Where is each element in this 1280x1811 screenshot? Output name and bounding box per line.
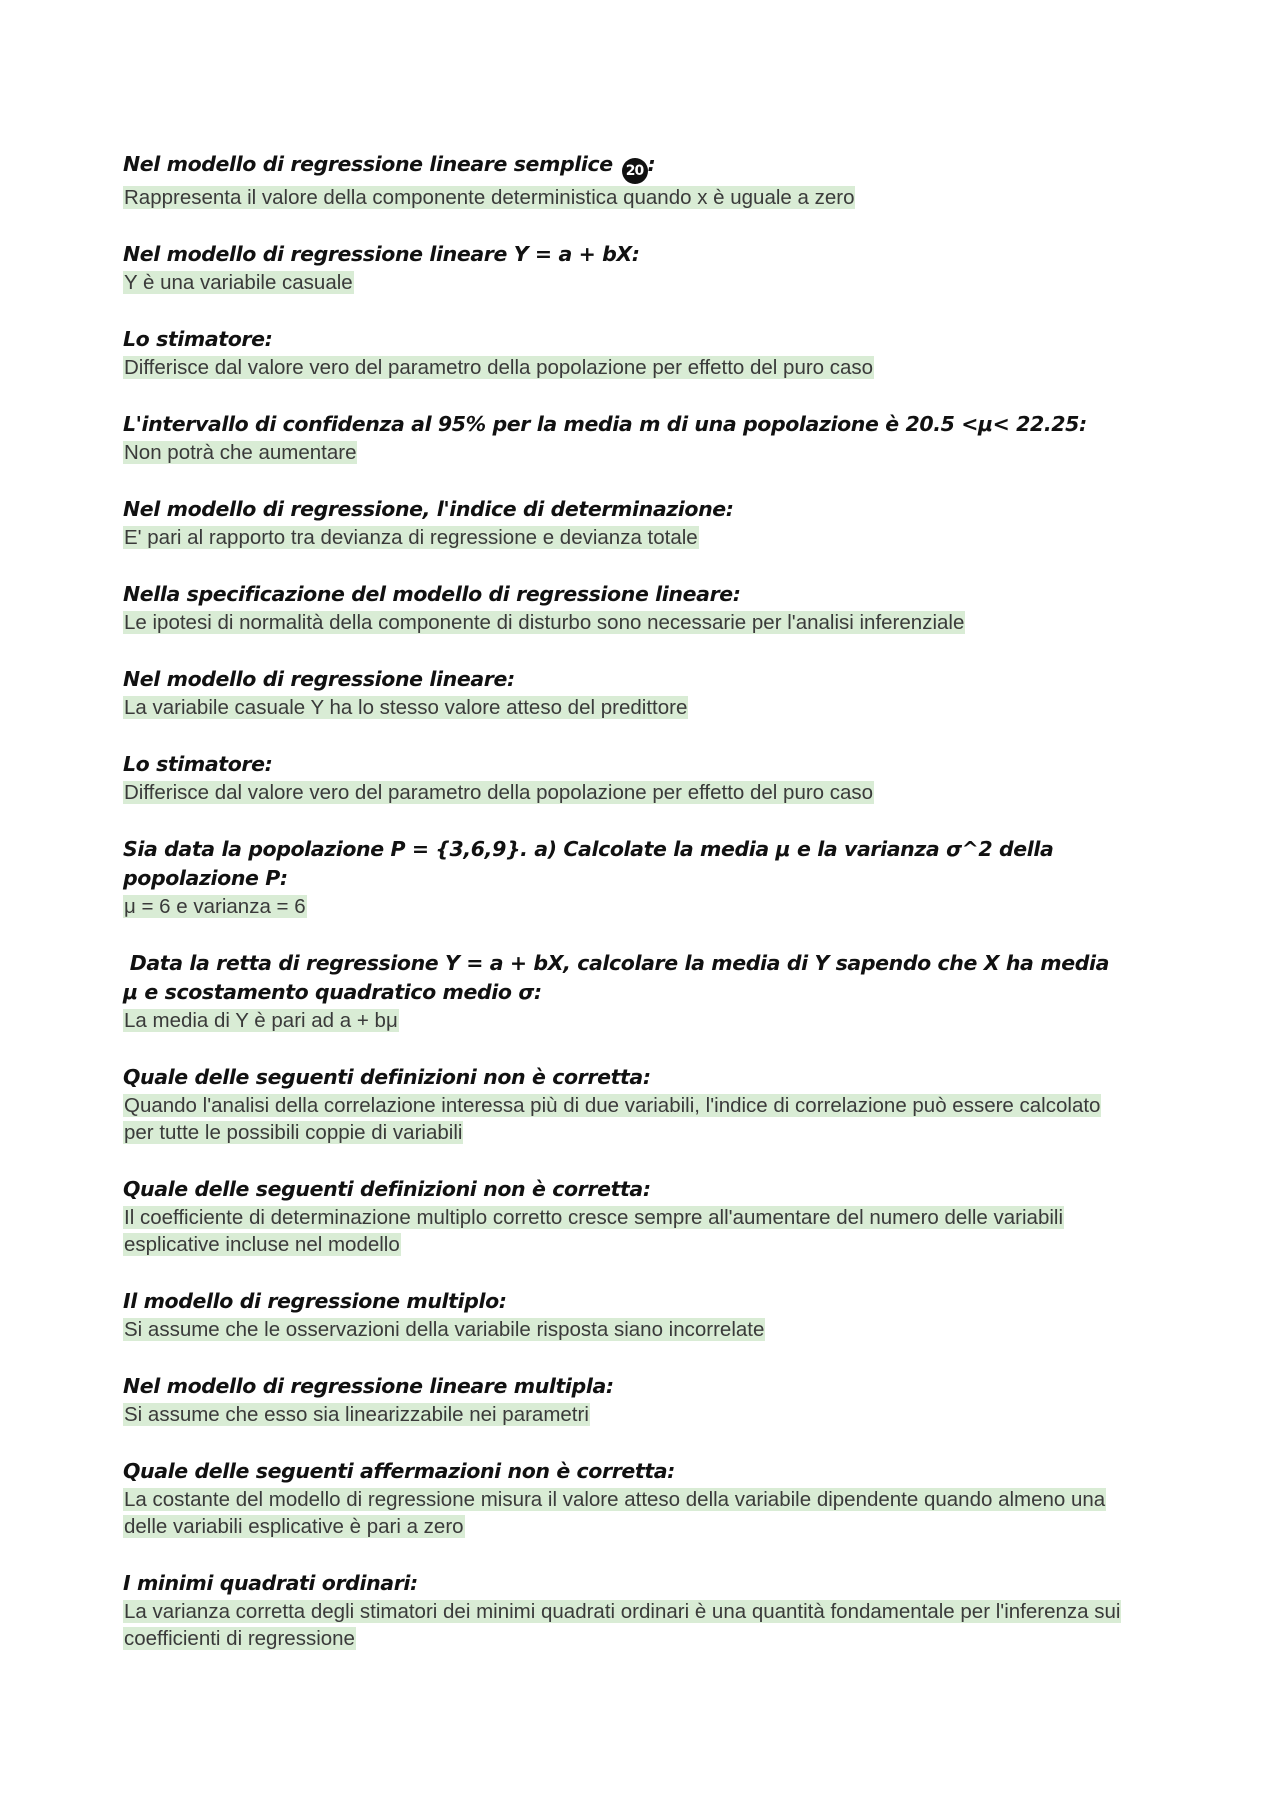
answer-highlight: Differisce dal valore vero del parametro della popolazione per effetto del puro caso xyxy=(124,356,874,379)
question: Lo stimatore: xyxy=(123,327,273,351)
question: Quale delle seguenti definizioni non è corretta: xyxy=(123,1177,651,1201)
answer-highlight: La media di Y è pari ad a + bμ xyxy=(124,1009,398,1032)
answer-highlight: Y è una variabile casuale xyxy=(124,271,353,294)
answer xyxy=(123,1204,1123,1258)
answer xyxy=(123,1598,1123,1652)
document-page xyxy=(123,150,1183,1681)
number-badge: 20 xyxy=(622,158,648,184)
answer-highlight: Rappresenta il valore della componente deterministica quando x è uguale a zero xyxy=(124,186,855,209)
answer xyxy=(123,1401,1183,1428)
answer-highlight: μ = 6 e varianza = 6 xyxy=(124,895,306,918)
question: Nella specificazione del modello di regressione lineare: xyxy=(123,582,741,606)
question-text: Nel modello di regressione lineare semplice xyxy=(123,152,613,176)
question: Il modello di regressione multiplo: xyxy=(123,1289,507,1313)
qa-item xyxy=(123,1569,1183,1652)
answer-highlight: Si assume che le osservazioni della variabile risposta siano incorrelate xyxy=(124,1318,765,1341)
qa-item xyxy=(123,949,1183,1034)
qa-item xyxy=(123,835,1183,920)
qa-item xyxy=(123,1063,1183,1146)
qa-item xyxy=(123,410,1183,466)
question: Nel modello di regressione lineare multipla: xyxy=(123,1374,614,1398)
qa-item xyxy=(123,1287,1183,1343)
answer xyxy=(123,439,1183,466)
qa-item xyxy=(123,325,1183,381)
answer-highlight: E' pari al rapporto tra devianza di regressione e devianza totale xyxy=(124,526,698,549)
qa-item xyxy=(123,1175,1183,1258)
qa-item xyxy=(123,240,1183,296)
answer-highlight: La costante del modello di regressione misura il valore atteso della variabile dipendente quando almeno una delle variabili esplicative è pari a zero xyxy=(124,1488,1106,1538)
qa-item xyxy=(123,580,1183,636)
qa-item xyxy=(123,1457,1183,1540)
answer xyxy=(123,694,1183,721)
qa-item xyxy=(123,150,1183,211)
answer-highlight: La varianza corretta degli stimatori dei minimi quadrati ordinari è una quantità fondamentale per l'inferenza sui coefficienti di regressione xyxy=(124,1600,1121,1650)
answer xyxy=(123,184,1183,211)
answer-highlight: La variabile casuale Y ha lo stesso valore atteso del predittore xyxy=(124,696,688,719)
question: L'intervallo di confidenza al 95% per la media m di una popolazione è 20.5 <μ< 22.25: xyxy=(123,412,1087,436)
answer xyxy=(123,893,1183,920)
answer xyxy=(123,354,1183,381)
answer xyxy=(123,1486,1123,1540)
answer-highlight: Il coefficiente di determinazione multiplo corretto cresce sempre all'aumentare del numero delle variabili esplicative incluse nel modello xyxy=(124,1206,1064,1256)
question: Data la retta di regressione Y = a + bX, calcolare la media di Y sapendo che X ha media μ e scostamento quadratico medio σ: xyxy=(123,951,1116,1004)
answer-highlight: Si assume che esso sia linearizzabile nei parametri xyxy=(124,1403,589,1426)
question: Quale delle seguenti definizioni non è corretta: xyxy=(123,1065,651,1089)
question: Lo stimatore: xyxy=(123,752,273,776)
question xyxy=(123,150,1183,184)
qa-item xyxy=(123,665,1183,721)
question: Quale delle seguenti affermazioni non è corretta: xyxy=(123,1459,675,1483)
answer-highlight: Quando l'analisi della correlazione interessa più di due variabili, l'indice di correlazione può essere calcolato per tutte le possibili coppie di variabili xyxy=(124,1094,1101,1144)
qa-item xyxy=(123,1372,1183,1428)
answer-highlight: Non potrà che aumentare xyxy=(124,441,357,464)
answer-highlight: Le ipotesi di normalità della componente di disturbo sono necessarie per l'analisi inferenziale xyxy=(124,611,965,634)
question: Sia data la popolazione P = {3,6,9}. a) Calcolate la media μ e la varianza σ^2 della popolazione P: xyxy=(123,837,1054,890)
answer-highlight: Differisce dal valore vero del parametro della popolazione per effetto del puro caso xyxy=(124,781,874,804)
question: Nel modello di regressione lineare Y = a + bX: xyxy=(123,242,640,266)
answer xyxy=(123,779,1183,806)
answer xyxy=(123,269,1183,296)
question: Nel modello di regressione lineare: xyxy=(123,667,515,691)
qa-item xyxy=(123,495,1183,551)
question-suffix: : xyxy=(647,152,656,176)
answer xyxy=(123,1316,1183,1343)
question: I minimi quadrati ordinari: xyxy=(123,1571,418,1595)
answer xyxy=(123,1092,1123,1146)
qa-item xyxy=(123,750,1183,806)
answer xyxy=(123,1007,1183,1034)
question: Nel modello di regressione, l'indice di determinazione: xyxy=(123,497,734,521)
answer xyxy=(123,609,1183,636)
answer xyxy=(123,524,1183,551)
